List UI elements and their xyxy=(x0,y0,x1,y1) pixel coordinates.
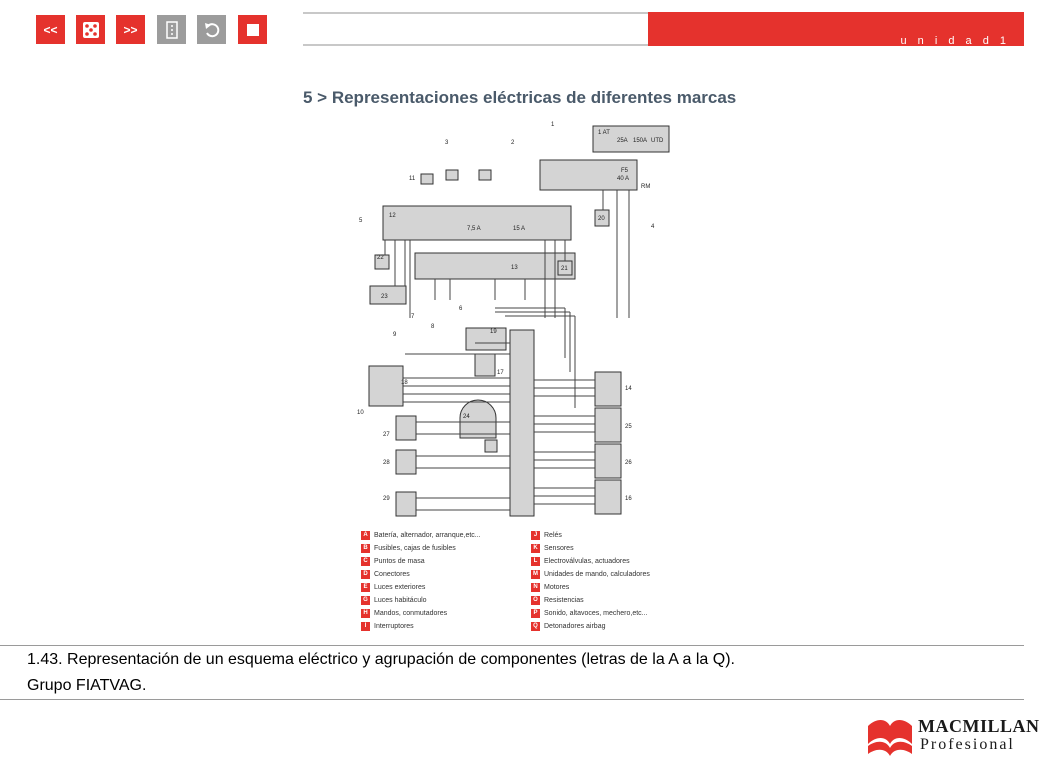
legend-item: M Unidades de mando, calculadores xyxy=(533,570,650,578)
legend-item: E Luces exteriores xyxy=(361,581,425,593)
legend-item: C Puntos de masa xyxy=(361,555,425,567)
caption-line: 1.43. Representación de un esquema eléctrico y agrupación de componentes (letras de la A a la Q). xyxy=(27,651,735,668)
schematic-label: RM xyxy=(641,184,651,190)
schematic-label: 6 xyxy=(459,306,463,312)
legend-item: G Luces habitáculo xyxy=(361,594,427,606)
schematic-label: 14 xyxy=(625,386,632,392)
header-band xyxy=(648,12,1024,46)
schematic-label: 22 xyxy=(377,255,384,261)
electrical-schematic xyxy=(355,118,675,518)
schematic-label: 19 xyxy=(490,329,497,335)
slide-title: 5 > Representaciones eléctricas de diferentes marcas xyxy=(303,88,737,107)
schematic-label: 2 xyxy=(511,140,515,146)
legend-item: O Resistencias xyxy=(531,594,584,606)
schematic-label: 4 xyxy=(651,224,655,230)
legend-item: K Sensores xyxy=(531,542,574,554)
logo-brand: MACMILLAN xyxy=(918,716,1040,736)
figure-caption xyxy=(27,647,735,699)
legend-item: B Fusibles, cajas de fusibles xyxy=(361,542,456,554)
schematic-label: 8 xyxy=(431,324,435,330)
schematic-label: 150A xyxy=(633,138,648,144)
schematic-label: 7 xyxy=(411,314,415,320)
schematic-label: 25 xyxy=(625,424,632,430)
stop-button[interactable] xyxy=(238,15,267,44)
schematic-label: 16 xyxy=(625,496,632,502)
schematic-label: 21 xyxy=(561,266,568,272)
header-line-bottom xyxy=(303,44,648,46)
dice-icon xyxy=(82,21,100,39)
prev-button[interactable]: << xyxy=(36,15,65,44)
legend-item: D Conectores xyxy=(361,568,410,580)
legend-item: Q Detonadores airbag xyxy=(531,620,606,632)
next-button[interactable]: >> xyxy=(116,15,145,44)
caption-divider-top xyxy=(0,645,1024,646)
header-line-top xyxy=(303,12,648,14)
schematic-label: 3 xyxy=(445,140,449,146)
stop-icon xyxy=(246,23,260,37)
legend xyxy=(361,529,691,634)
schematic-label: 25A xyxy=(617,138,628,144)
schematic-label: 9 xyxy=(393,332,397,338)
legend-item: H Mandos, conmutadores xyxy=(361,607,447,619)
macmillan-logo xyxy=(866,712,1040,760)
schematic-label: 1 AT xyxy=(598,130,610,136)
home-button[interactable] xyxy=(76,15,105,44)
schematic-label: 17 xyxy=(497,370,504,376)
schematic-label: 15 A xyxy=(513,226,526,232)
schematic-label: 10 xyxy=(357,410,364,416)
undo-icon xyxy=(203,21,221,39)
schematic-label: 12 xyxy=(389,213,396,219)
schematic-label: 20 xyxy=(598,216,605,222)
schematic-label: UTD xyxy=(651,138,664,144)
schematic-label: 24 xyxy=(463,414,470,420)
legend-item: A Batería, alternador, arranque,etc... xyxy=(361,529,481,541)
schematic-label: 27 xyxy=(383,432,390,438)
schematic-label: 11 xyxy=(409,176,416,182)
legend-item: N Motores xyxy=(531,581,569,593)
schematic-label: 18 xyxy=(401,380,408,386)
schematic-label: 23 xyxy=(381,294,388,300)
legend-item: J Relés xyxy=(531,529,562,541)
caption-divider-bottom xyxy=(0,699,1024,700)
index-button[interactable] xyxy=(157,15,186,44)
schematic-label: 28 xyxy=(383,460,390,466)
legend-item: P Sonido, altavoces, mechero,etc... xyxy=(531,607,648,619)
schematic-label: 26 xyxy=(625,460,632,466)
unit-label: u n i d a d 1 xyxy=(900,35,1010,47)
schematic-label: 29 xyxy=(383,496,390,502)
legend-item: I Interruptores xyxy=(361,620,414,632)
logo-sub: Profesional xyxy=(920,736,1015,753)
schematic-label: F5 xyxy=(621,168,629,174)
schematic-label: 5 xyxy=(359,218,363,224)
list-icon xyxy=(164,21,180,39)
schematic-label: 40 A xyxy=(617,176,630,182)
schematic-label: 13 xyxy=(511,265,518,271)
schematic-label: 7,5 A xyxy=(467,226,481,232)
schematic-label: 1 xyxy=(551,122,555,128)
back-button[interactable] xyxy=(197,15,226,44)
caption-line: Grupo FIATVAG. xyxy=(27,677,147,694)
macmillan-emblem-icon xyxy=(866,714,914,758)
legend-item: L Electroválvulas, actuadores xyxy=(531,555,630,567)
